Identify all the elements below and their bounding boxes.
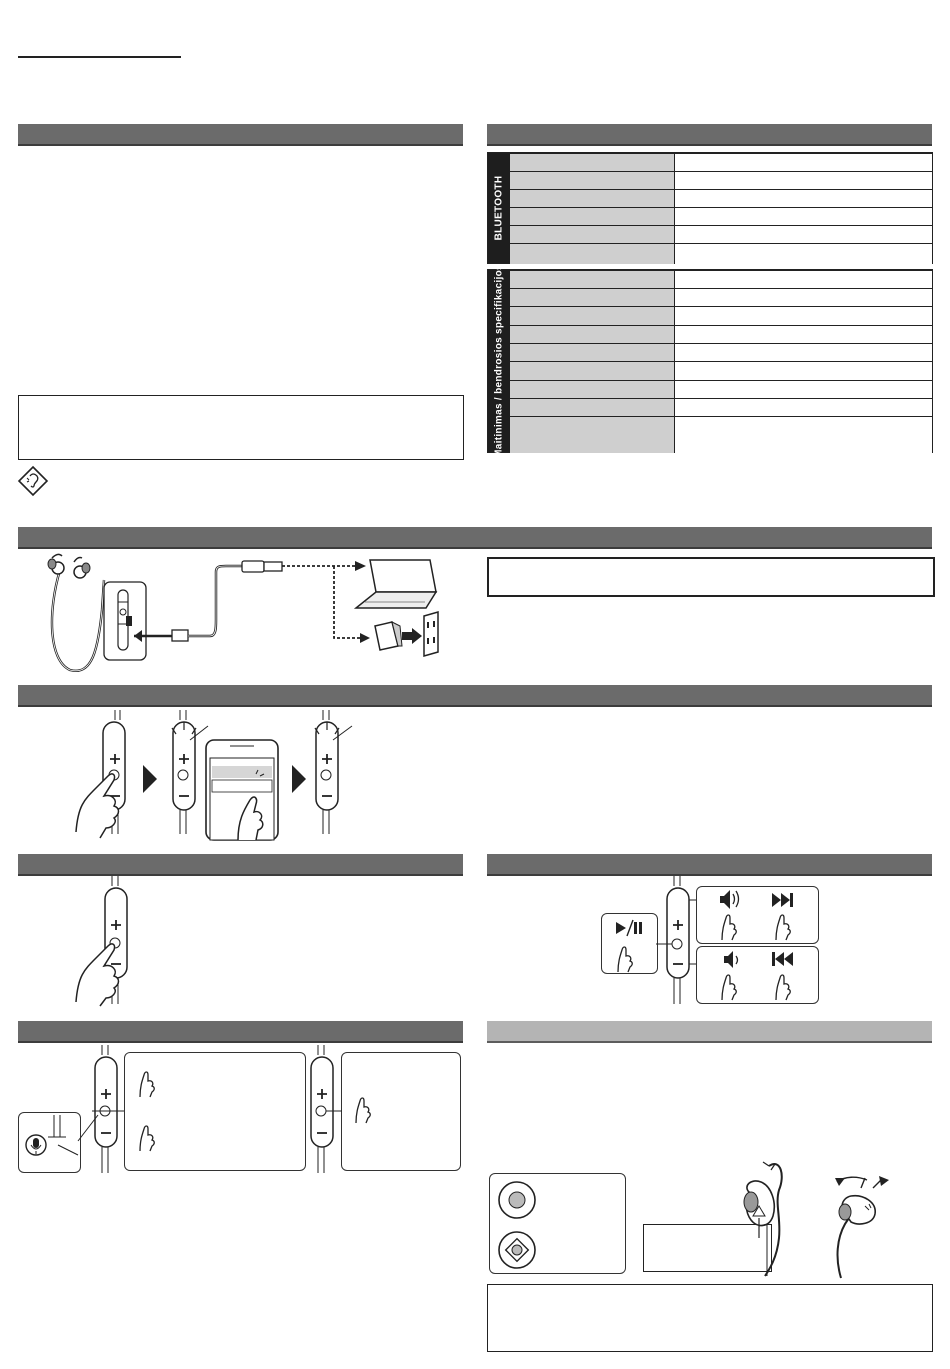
note-box <box>18 395 464 460</box>
spec-row <box>510 243 932 264</box>
spec-row <box>510 380 932 399</box>
remote-control-icon <box>92 1045 124 1173</box>
spec-row <box>510 288 932 307</box>
wall-outlet-icon <box>424 612 438 656</box>
power-side-label <box>488 264 510 458</box>
section-header-pairing <box>18 685 932 707</box>
earphone-icon <box>744 1162 782 1276</box>
power-spec-table <box>487 264 933 458</box>
bluetooth-side-label <box>488 153 510 263</box>
section-header-calls <box>18 1021 463 1043</box>
charging-illustration <box>30 550 460 680</box>
section-header-power-on <box>18 854 463 876</box>
power-on-illustration <box>70 876 140 1006</box>
hand-press-icon <box>776 975 790 1000</box>
section-header-charging <box>18 527 932 549</box>
play-pause-icon <box>616 920 642 936</box>
power-label: Maitinimas / bendrosios specifikacijos <box>493 264 505 458</box>
ac-adapter-icon <box>375 622 402 650</box>
title-underline <box>18 56 181 58</box>
section-header-playback <box>487 854 932 876</box>
spec-row <box>510 325 932 344</box>
next-track-icon <box>772 893 793 907</box>
volume-up-icon <box>720 890 739 909</box>
spec-row <box>510 306 932 326</box>
spec-row <box>510 343 932 362</box>
ear-tip-icon <box>499 1182 535 1268</box>
spec-row <box>510 171 932 190</box>
spec-row <box>510 225 932 244</box>
remote-control-icon <box>311 1045 342 1173</box>
playback-illustration <box>600 876 840 1006</box>
remote-control-icon <box>315 710 352 834</box>
hand-press-icon <box>776 915 790 940</box>
arrow-right-icon <box>292 765 306 793</box>
ear-warning-icon <box>18 466 48 496</box>
spec-row <box>510 189 932 208</box>
usb-cable-icon <box>134 561 282 642</box>
pairing-illustration <box>60 710 380 840</box>
bottom-note-box <box>487 1284 933 1352</box>
section-header-specifications <box>487 124 932 146</box>
spec-row <box>510 416 932 453</box>
hand-press-icon <box>618 947 632 972</box>
previous-track-icon <box>772 952 793 966</box>
spec-row <box>510 153 932 172</box>
arrow-right-icon <box>143 765 157 793</box>
earphone-icon <box>835 1176 889 1278</box>
hand-press-icon <box>722 915 736 940</box>
bluetooth-label: BLUETOOTH <box>493 175 505 241</box>
hand-press-icon <box>140 1126 154 1151</box>
hand-press-icon <box>76 944 119 1006</box>
hand-press-icon <box>722 975 736 1000</box>
section-header-left-top <box>18 124 463 146</box>
headphones-icon <box>48 554 104 670</box>
remote-control-icon <box>667 876 689 1004</box>
ear-tips-illustration <box>489 1158 929 1278</box>
spec-row <box>510 398 932 417</box>
hand-press-icon <box>356 1098 370 1123</box>
bluetooth-spec-table <box>487 152 933 264</box>
laptop-icon <box>356 560 436 608</box>
microphone-icon <box>26 1115 78 1155</box>
calls-illustration <box>18 1045 398 1175</box>
section-header-ear-tips <box>487 1021 932 1043</box>
charging-note-box <box>487 557 935 597</box>
remote-control-icon <box>172 710 208 834</box>
hand-press-icon <box>140 1072 154 1097</box>
spec-row <box>510 207 932 226</box>
spec-row <box>510 270 932 289</box>
spec-row <box>510 361 932 381</box>
smartphone-icon <box>206 740 278 840</box>
volume-down-icon <box>724 951 738 968</box>
